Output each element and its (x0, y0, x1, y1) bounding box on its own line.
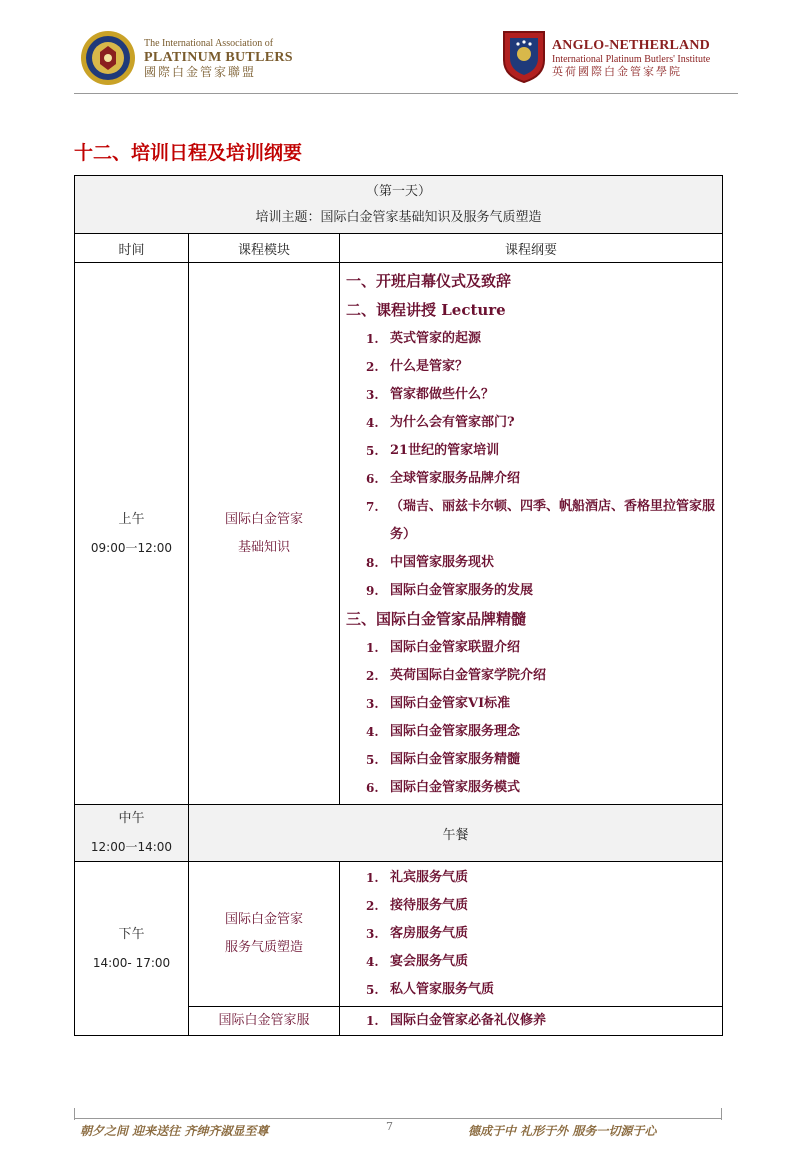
association-logo (80, 30, 136, 86)
morning-period: 上午 (118, 511, 145, 527)
list-item: 2. 英荷国际白金管家学院介绍 (366, 668, 547, 683)
section-title: 十二、培训日程及培训纲要 (74, 142, 303, 164)
outline-heading-opening: 一、开班启幕仪式及致辞 (346, 272, 512, 290)
morning-module-line1: 国际白金管家 (224, 511, 303, 527)
afternoon-time-cell (75, 862, 189, 1036)
morning-time-cell (75, 263, 189, 805)
institute-name-line2: International Platinum Butlers' Institute (552, 54, 711, 66)
list-item: 2. 什么是管家？ (366, 359, 469, 374)
list-item: 5. 国际白金管家服务精髓 (366, 752, 521, 767)
header-time: 时间 (75, 234, 189, 263)
outline-heading-brand: 三、国际白金管家品牌精髓 (346, 610, 527, 628)
list-item: 8. 中国管家服务现状 (366, 555, 495, 570)
institute-name (552, 38, 710, 78)
list-item: 4. 国际白金管家服务理念 (366, 724, 521, 739)
afternoon-time: 14:00- 17:00 (92, 955, 171, 970)
lecture-list (346, 325, 722, 605)
list-item: 1. 国际白金管家联盟介绍 (366, 640, 521, 655)
institute-name-line3: 英荷國際白金管家學院 (552, 64, 682, 78)
lunch-cell: 午餐 (189, 805, 723, 862)
table-title-cell (75, 176, 723, 234)
list-item: 3. 管家都做些什么？ (366, 387, 495, 402)
day-label: （第一天） (365, 183, 431, 199)
afternoon-row (75, 862, 723, 1007)
header-outline: 课程纲要 (340, 234, 723, 263)
outline-heading-lecture: 二、课程讲授 Lecture (346, 301, 506, 319)
noon-time: 12:00一14:00 (90, 840, 173, 854)
afternoon-module2-cell: 国际白金管家服 (189, 1007, 340, 1036)
association-name-line2: PLATINUM BUTLERS (144, 49, 293, 65)
footer-motto-left: 朝夕之间 迎来送往 齐绅齐淑显至尊 (80, 1124, 269, 1138)
afternoon-outline2-cell (340, 1007, 723, 1036)
header-module: 课程模块 (189, 234, 340, 263)
noon-period: 中午 (118, 811, 145, 826)
morning-module-line2: 基础知识 (237, 539, 290, 555)
institute-shield-logo (502, 30, 546, 84)
list-item: 5. 私人管家服务气质 (366, 982, 495, 997)
footer-corner-left (74, 1108, 75, 1120)
morning-time: 09:00一12:00 (90, 540, 173, 555)
afternoon-module-line2: 服务气质塑造 (224, 940, 303, 955)
list-item: 1. 国际白金管家必备礼仪修养 (366, 1013, 547, 1028)
association-name-line3: 國際白金管家聯盟 (144, 64, 257, 79)
list-item: 3. 客房服务气质 (366, 926, 469, 941)
afternoon-period: 下午 (118, 926, 145, 942)
list-item: 3. 国际白金管家VI标准 (366, 696, 511, 711)
table-header-row (75, 234, 723, 263)
schedule-table (74, 175, 723, 1036)
page-number: 7 (386, 1120, 393, 1133)
noon-time-cell (75, 805, 189, 862)
association-name-line1: The International Association of (144, 38, 274, 49)
afternoon-outline-cell (340, 862, 723, 1007)
morning-outline-cell (340, 263, 723, 805)
list-item: 1. 英式管家的起源 (366, 331, 482, 346)
list-item: 5. 21世纪的管家培训 (366, 443, 500, 458)
list-item: 6. 国际白金管家服务模式 (366, 780, 521, 795)
institute-name-line1: ANGLO-NETHERLAND (552, 38, 710, 53)
footer-rule (74, 1118, 722, 1119)
list-item: 4. 宴会服务气质 (366, 954, 469, 969)
footer-corner-right (721, 1108, 722, 1120)
training-theme: 培训主题：国际白金管家基础知识及服务气质塑造 (255, 209, 542, 225)
list-item: 4. 为什么会有管家部门? (366, 415, 515, 430)
noon-row (75, 805, 723, 862)
list-item: 6. 全球管家服务品牌介绍 (366, 471, 521, 486)
morning-module-cell (189, 263, 340, 805)
list-item: 7. （瑞吉、丽兹卡尔顿、四季、帆船酒店、香格里拉管家服务） (366, 499, 716, 542)
morning-row (75, 263, 723, 805)
header-rule (74, 93, 738, 94)
brand-list (346, 634, 722, 802)
afternoon-module-line1: 国际白金管家 (224, 912, 303, 927)
association-name (144, 38, 293, 79)
list-item: 2. 接待服务气质 (366, 898, 469, 913)
footer-motto-right: 德成于中 礼形于外 服务一切源于心 (468, 1124, 657, 1138)
list-item: 9. 国际白金管家服务的发展 (366, 583, 534, 598)
list-item: 1. 礼宾服务气质 (366, 870, 469, 885)
afternoon-module-cell (189, 862, 340, 1007)
